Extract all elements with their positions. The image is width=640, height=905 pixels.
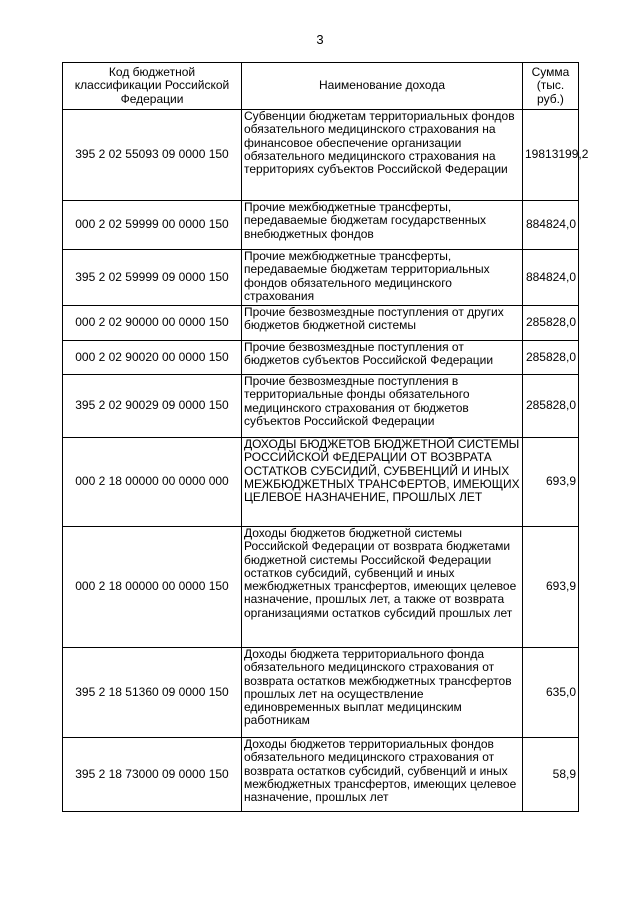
row-sum: 58,9 (523, 738, 579, 812)
row-code: 395 2 18 73000 09 0000 150 (63, 738, 242, 812)
row-name: ДОХОДЫ БЮДЖЕТОВ БЮДЖЕТНОЙ СИСТЕМЫ РОССИЙСКОЙ ФЕДЕРАЦИИ ОТ ВОЗВРАТА ОСТАТКОВ СУБСИДИЙ, СУБВЕНЦИЙ И ИНЫХ МЕЖБЮДЖЕТНЫХ ТРАНСФЕРТОВ, ИМЕЮЩИХ ЦЕЛЕВОЕ НАЗНАЧЕНИЕ, ПРОШЛЫХ ЛЕТ (242, 438, 523, 527)
table-row (63, 250, 579, 306)
table-row (63, 648, 579, 738)
row-code: 395 2 18 51360 09 0000 150 (63, 648, 242, 738)
header-sum: Сумма (тыс. руб.) (523, 63, 579, 110)
row-name: Прочие межбюджетные трансферты, передаваемые бюджетам территориальных фондов обязательного медицинского страхования (242, 250, 523, 306)
row-code: 000 2 18 00000 00 0000 000 (63, 438, 242, 527)
table-row (63, 306, 579, 341)
row-name: Доходы бюджетов бюджетной системы Российской Федерации от возврата бюджетами бюджетной системы Российской Федерации остатков субсидий, субвенций и иных межбюджетных трансфертов, имеющих целевое назначение, прошлых лет, а также от возврата организациями остатков субсидий прошлых лет (242, 527, 523, 648)
header-name: Наименование дохода (242, 63, 523, 110)
row-name: Субвенции бюджетам территориальных фондов обязательного медицинского страхования на финансовое обеспечение организации обязательного медицинского страхования на территориях субъектов Российской Федерации (242, 110, 523, 201)
row-code: 395 2 02 90029 09 0000 150 (63, 375, 242, 438)
row-name: Доходы бюджетов территориальных фондов обязательного медицинского страхования от возврата остатков субсидий, субвенций и иных межбюджетных трансфертов, имеющих целевое назначение, прошлых лет (242, 738, 523, 812)
header-code: Код бюджетной классификации Российской Федерации (63, 63, 242, 110)
row-code: 395 2 02 59999 09 0000 150 (63, 250, 242, 306)
table-row (63, 110, 579, 201)
row-sum: 285828,0 (523, 375, 579, 438)
row-sum: 884824,0 (523, 201, 579, 250)
row-name: Прочие безвозмездные поступления от других бюджетов бюджетной системы (242, 306, 523, 341)
page-number: 3 (316, 32, 324, 47)
row-sum: 884824,0 (523, 250, 579, 306)
row-sum: 693,9 (523, 438, 579, 527)
row-code: 000 2 18 00000 00 0000 150 (63, 527, 242, 648)
row-code: 000 2 02 59999 00 0000 150 (63, 201, 242, 250)
table-row (63, 201, 579, 250)
row-code: 000 2 02 90020 00 0000 150 (63, 341, 242, 375)
row-sum: 285828,0 (523, 306, 579, 341)
row-name: Прочие межбюджетные трансферты, передаваемые бюджетам государственных внебюджетных фондов (242, 201, 523, 250)
row-name: Прочие безвозмездные поступления от бюджетов субъектов Российской Федерации (242, 341, 523, 375)
table-header-row (63, 63, 579, 110)
row-code: 395 2 02 55093 09 0000 150 (63, 110, 242, 201)
revenue-table (62, 62, 589, 812)
row-sum: 635,0 (523, 648, 579, 738)
table-row (63, 341, 579, 375)
table-row (63, 527, 579, 648)
row-sum: 285828,0 (523, 341, 579, 375)
table-row (63, 738, 579, 812)
table-row (63, 438, 579, 527)
row-sum: 19813199,2 (523, 110, 579, 201)
row-code: 000 2 02 90000 00 0000 150 (63, 306, 242, 341)
row-sum: 693,9 (523, 527, 579, 648)
row-name: Доходы бюджета территориального фонда обязательного медицинского страхования от возврата остатков межбюджетных трансфертов прошлых лет на осуществление единовременных выплат медицинским работникам (242, 648, 523, 738)
row-name: Прочие безвозмездные поступления в территориальные фонды обязательного медицинского страхования от бюджетов субъектов Российской Федерации (242, 375, 523, 438)
table-row (63, 375, 579, 438)
